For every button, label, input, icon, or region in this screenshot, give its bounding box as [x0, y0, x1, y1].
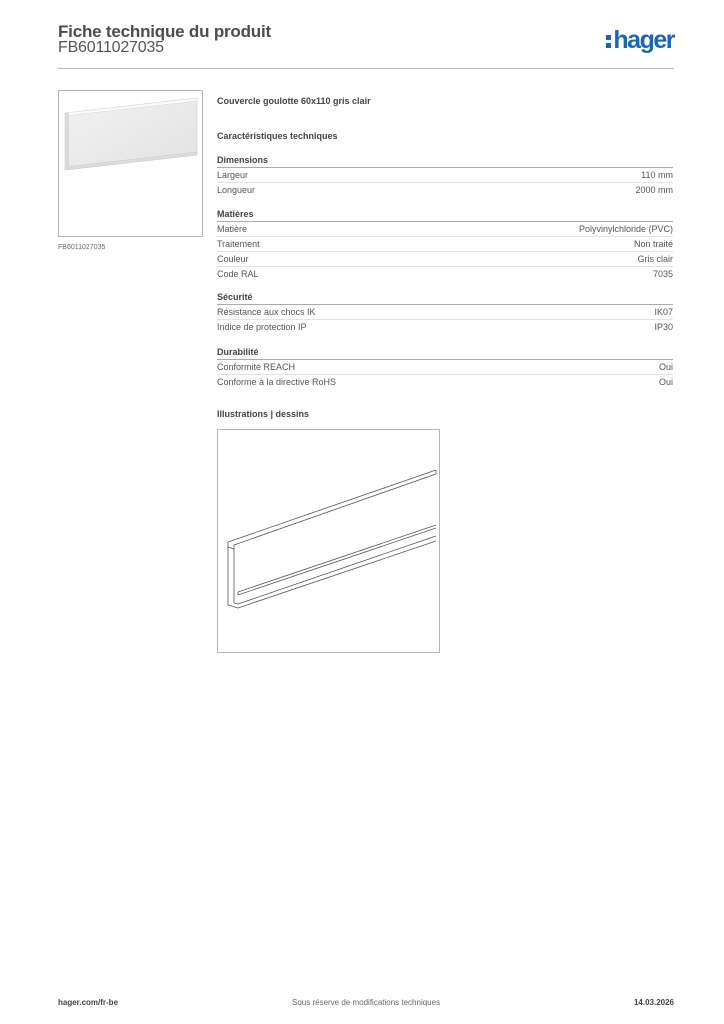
spec-value: Oui — [658, 377, 673, 387]
product-photo — [58, 90, 203, 237]
cover-drawing-icon — [218, 430, 439, 652]
section-title: Dimensions — [217, 154, 673, 168]
spec-label: Résistance aux chocs IK — [217, 307, 316, 317]
section-durability — [217, 346, 673, 389]
header-divider — [58, 68, 674, 69]
spec-row — [217, 320, 673, 334]
spec-value: IP30 — [654, 322, 673, 332]
logo-colon-icon — [606, 32, 611, 49]
spec-value: 2000 mm — [635, 185, 673, 195]
illustrations-title: Illustrations | dessins — [217, 409, 310, 419]
tech-specs-title: Caractéristiques techniques — [217, 131, 338, 141]
spec-row — [217, 237, 673, 252]
document-title: Fiche technique du produit — [58, 22, 271, 41]
spec-label: Indice de protection IP — [217, 322, 307, 332]
spec-value: Gris clair — [637, 254, 673, 264]
spec-row — [217, 252, 673, 267]
spec-value: 7035 — [652, 269, 673, 279]
product-title: Couvercle goulotte 60x110 gris clair — [217, 96, 371, 106]
section-title: Sécurité — [217, 291, 673, 305]
spec-value: 110 mm — [641, 170, 673, 180]
spec-row — [217, 375, 673, 389]
footer-website-link[interactable]: hager.com/fr-be — [58, 998, 119, 1007]
spec-label: Longueur — [217, 185, 256, 195]
spec-label: Conforme à la directive RoHS — [217, 377, 337, 387]
section-materials — [217, 208, 673, 281]
section-title: Matières — [217, 208, 673, 222]
footer-notice: Sous réserve de modifications techniques — [292, 998, 441, 1007]
spec-row — [217, 305, 673, 320]
spec-value: Non traité — [633, 239, 673, 249]
spec-value: Polyvinylchloride (PVC) — [578, 224, 673, 234]
hager-logo[interactable] — [606, 26, 674, 55]
product-reference: FB6011027035 — [58, 39, 164, 56]
spec-value: Oui — [658, 362, 673, 372]
spec-row — [217, 168, 673, 183]
spec-row — [217, 267, 673, 281]
spec-value: IK07 — [654, 307, 673, 317]
technical-drawing — [217, 429, 440, 653]
spec-label: Matière — [217, 224, 248, 234]
section-safety — [217, 291, 673, 334]
spec-row — [217, 222, 673, 237]
spec-label: Code RAL — [217, 269, 259, 279]
spec-label: Couleur — [217, 254, 249, 264]
photo-caption: FB6011027035 — [58, 244, 106, 251]
section-dimensions — [217, 154, 673, 197]
footer-date: 14.03.2026 — [633, 998, 674, 1007]
spec-row — [217, 183, 673, 197]
spec-label: Traitement — [217, 239, 260, 249]
spec-row — [217, 360, 673, 375]
spec-label: Largeur — [217, 170, 249, 180]
section-title: Durabilité — [217, 346, 673, 360]
spec-label: Conformité REACH — [217, 362, 296, 372]
logo-text: hager — [613, 26, 674, 54]
cover-photo-icon — [59, 91, 202, 236]
